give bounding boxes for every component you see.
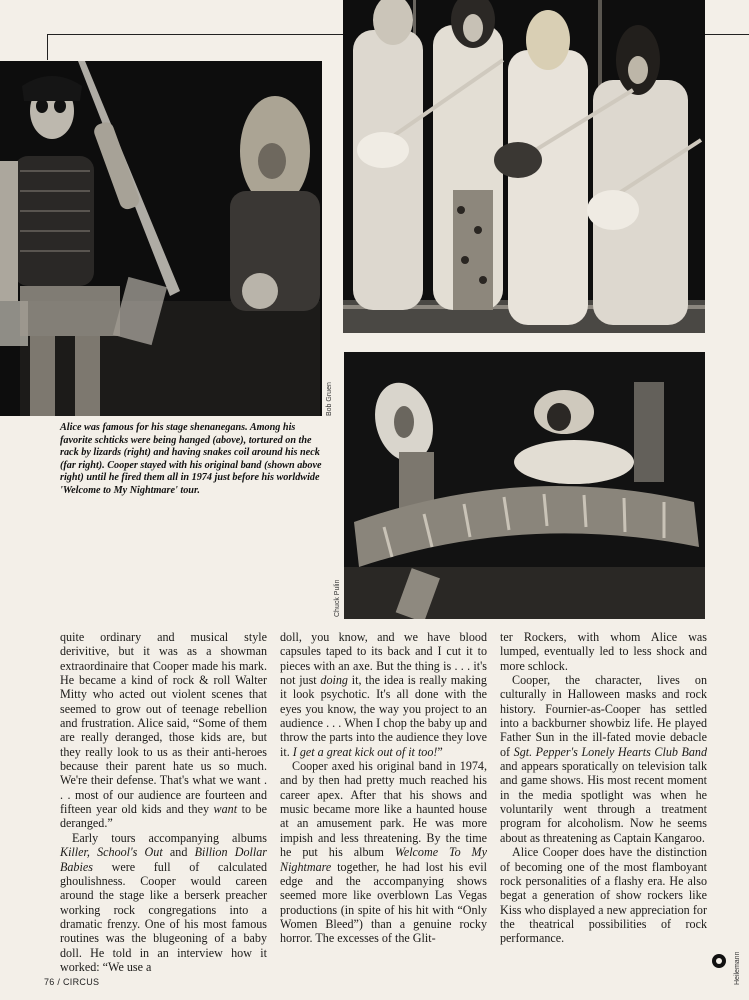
frame-rule-top xyxy=(47,34,343,35)
paragraph: doll, you know, and we have blood capsules taped to its back and I cut it to pieces with an axe. But the thing is . . . it's not just doing it, the idea is really making it look psychotic. It's all done with the eyes you know, the way you project to an audience . . . When I chop the baby up and throw the parts into the audience they love it. I get a great kick out of it too!” xyxy=(280,630,487,759)
paragraph: Cooper, the character, lives on culturally in Halloween masks and rock history. Fournier-as-Cooper has settled into a backburner showbiz life. He played Father Sun in the ill-fated movie debacle of Sgt. Pepper's Lonely Hearts Club Band and appears sporatically on television talk and game shows. His most recent moment in the media spotlight was when he voluntarily went through a treatment program for alcoholism. Now he seems about as threatening as Captain Kangaroo. xyxy=(500,673,707,845)
frame-rule-left xyxy=(47,34,48,60)
page-folio: 76 / CIRCUS xyxy=(44,977,100,987)
paragraph: Cooper axed his original band in 1974, and by then had pretty much reached his career apex. After that his shows and music became more like a haunted house at an amusement park. He was more impish and less threatening. By the time he put his album Welcome To My Nightmare together, he had lost his evil edge and the accompanying shows seemed more like overblown Las Vegas productions (in spite of his hit with “Only Women Bleed”) than a genuine rocky horror. The excesses of the Glit- xyxy=(280,759,487,946)
paragraph: ter Rockers, with whom Alice was lumped, eventually led to less shock and more schlock. xyxy=(500,630,707,673)
photo-credit-bottom: Chuck Pulin xyxy=(334,579,341,617)
paragraph: Alice Cooper does have the distinction of becoming one of the most flamboyant rock personalities of a flashy era. He also begat a generation of show rockers like Kiss who displayed a new appreciation for the theatrical possibilities of rock performance. xyxy=(500,845,707,946)
photo-credit-left: Bob Gruen xyxy=(326,382,333,416)
photo-rack-lizards xyxy=(344,352,705,619)
end-of-article-mark xyxy=(712,954,726,968)
paragraph: Early tours accompanying albums Killer, School's Out and Billion Dollar Babies were full of calculated ghoulishness. Cooper would careen around the stage like a berserk preacher working rock congregations into a dramatic frenzy. One of his most famous routines was the blugeoning of a baby doll. He told in an interview how it worked: “We use a xyxy=(60,830,267,974)
photo-original-band xyxy=(343,0,705,333)
paragraph: quite ordinary and musical style derivitive, but it was as a showman extraordinaire that Cooper made his mark. He became a kind of rock & roll Walter Mitty who acted out violent scenes that seemed to grow out of teenage rebellion and frustration. Alice said, “Some of them are really deranged, those kids are, but they really look to us as their anti-heroes because their parent hate us so much. We're their defense. That's what we want . . . most of our audience are fourteen and fifteen year old kids and they want to be deranged.” xyxy=(60,630,267,831)
article-column-3 xyxy=(500,630,707,946)
photo-alice-stage xyxy=(0,61,322,416)
photo-caption: Alice was famous for his stage shenanegans. Among his favorite schticks were being hanged (above), tortured on the rack by lizards (right) and having snakes coil around his neck (far right). Cooper stayed with his original band (shown above right) until he fired them all in 1974 just before his worldwide 'Welcome to My Nightmare' tour. xyxy=(60,422,322,496)
frame-rule-right-top xyxy=(705,34,749,35)
article-column-2 xyxy=(280,630,487,946)
article-column-1 xyxy=(60,630,267,974)
photo-credit-margin: Heilemann xyxy=(734,951,741,985)
